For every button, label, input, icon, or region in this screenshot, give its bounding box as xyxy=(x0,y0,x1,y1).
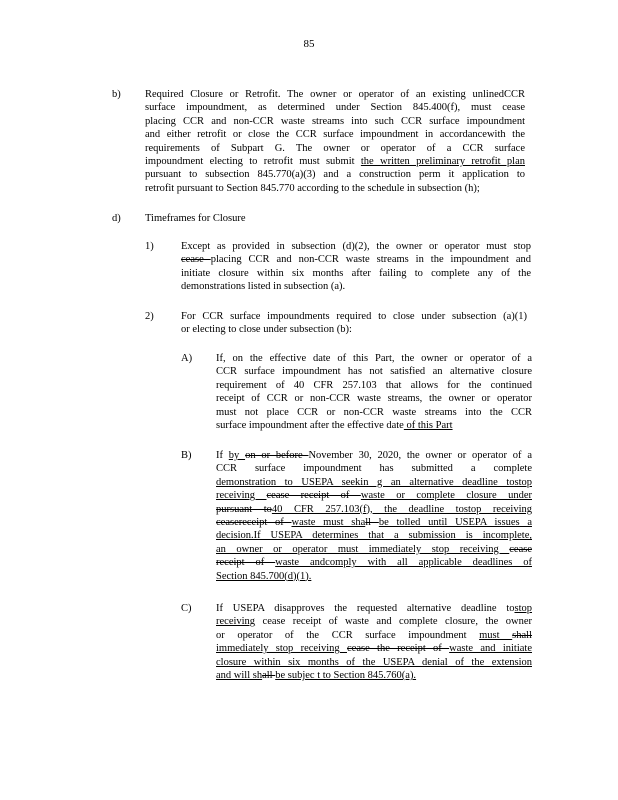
inserted-text: stop xyxy=(514,476,532,488)
text-line xyxy=(216,615,532,628)
page-number: 85 xyxy=(303,38,315,50)
text-line xyxy=(216,392,532,405)
text-run: November 30, 2020, the owner or operator of a xyxy=(308,450,532,461)
text-line xyxy=(216,629,532,642)
text-line xyxy=(216,570,532,583)
inserted-text: must xyxy=(479,629,513,641)
inserted-text: of this Part xyxy=(403,420,453,432)
item-2-label: 2) xyxy=(145,311,154,322)
subitem-c-text xyxy=(216,602,532,682)
inserted-text: receiving xyxy=(216,616,256,628)
section-b-label: b) xyxy=(112,89,121,100)
deleted-text: cease xyxy=(509,543,532,555)
deleted-text: on or before xyxy=(245,450,309,461)
text-line xyxy=(216,669,532,682)
deleted-text: cease the receipt of xyxy=(347,643,450,655)
section-d-heading: Timeframes for Closure xyxy=(145,213,246,224)
text-run: or operator of the CCR surface impoundment xyxy=(216,629,480,641)
inserted-text: waste must sha xyxy=(291,517,366,529)
inserted-text: an owner or operator must immediately stop receiving xyxy=(216,543,510,555)
text-line xyxy=(181,280,531,293)
inserted-text: 40 CFR 257.103(f), the deadline to xyxy=(271,503,464,515)
text-line xyxy=(181,310,527,323)
deleted-text: ll xyxy=(365,517,379,529)
text-run: placing CCR and non-CCR waste streams into such CCR surface impoundment xyxy=(145,115,525,127)
subitem-c-label: C) xyxy=(181,603,192,614)
text-line xyxy=(216,352,532,365)
inserted-text: receiving xyxy=(216,490,267,502)
text-run: Required Closure or Retrofit. The owner or operator of an existing unlinedCCR xyxy=(145,89,525,100)
text-line xyxy=(145,101,525,114)
inserted-text: waste or complete closure under xyxy=(360,490,532,502)
deleted-text: pursuant to xyxy=(216,503,272,515)
text-line xyxy=(216,379,532,392)
text-line xyxy=(216,419,532,432)
text-line xyxy=(145,88,525,101)
text-run: requirements of Subpart G. The owner or operator of a CCR surface xyxy=(145,142,525,154)
inserted-text: immediately stop receiving xyxy=(216,643,347,655)
text-line xyxy=(181,253,531,266)
text-line xyxy=(145,115,525,128)
text-run: cease receipt of waste and complete closure, the owner xyxy=(255,616,532,628)
text-line xyxy=(216,556,532,569)
section-d-label: d) xyxy=(112,213,121,224)
deleted-text: cease receipt of xyxy=(266,490,361,502)
item-1-label: 1) xyxy=(145,241,154,252)
text-run: placing CCR and non-CCR waste streams in the impoundment and xyxy=(210,254,531,266)
inserted-text: closure within six months of the USEPA denial of the extension xyxy=(216,656,532,668)
deleted-text: ceasereceipt of xyxy=(216,517,292,529)
text-run: For CCR surface impoundments required to close under subsection (a)(1) xyxy=(181,311,527,322)
inserted-text: Section 845.700(d)(1). xyxy=(216,570,312,582)
inserted-text: waste andcomply with all applicable deadlines of xyxy=(275,557,532,569)
text-run: Except as provided in subsection (d)(2), the owner or operator must stop xyxy=(181,241,531,252)
text-run: demonstrations listed in subsection (a). xyxy=(181,281,346,293)
text-line xyxy=(216,449,532,462)
text-run: pursuant to subsection 845.770(a)(3) and a construction perm it application to xyxy=(145,169,525,181)
text-run: initiate closure within six months after failing to complete any of the xyxy=(181,267,531,279)
text-run: and either retrofit or close the CCR surface impoundment in accordancewith the xyxy=(145,129,525,141)
text-line xyxy=(145,128,525,141)
inserted-text: be tolled until USEPA issues a xyxy=(378,517,532,529)
text-line xyxy=(216,529,532,542)
text-run: If, on the effective date of this Part, the owner or operator of a xyxy=(216,353,532,364)
subitem-b-label: B) xyxy=(181,450,192,461)
deleted-text: all xyxy=(262,670,276,682)
text-line xyxy=(145,182,525,195)
inserted-text: decision.If USEPA determines that a submission is incomplete, xyxy=(216,530,532,542)
inserted-text: stop receiving xyxy=(463,503,532,515)
text-line xyxy=(216,516,532,529)
text-run: CCR surface impoundment has not satisfied an alternative closure xyxy=(216,366,532,378)
inserted-text: and will sh xyxy=(216,670,263,682)
text-line xyxy=(181,240,531,253)
inserted-text: the written preliminary retrofit plan xyxy=(360,156,525,168)
inserted-text: by xyxy=(228,450,246,461)
text-line xyxy=(216,656,532,669)
subitem-a-label: A) xyxy=(181,353,193,364)
text-line xyxy=(216,602,532,615)
inserted-text: stop xyxy=(514,603,532,614)
text-run: or electing to close under subsection (b): xyxy=(181,324,352,336)
text-run: retrofit pursuant to Section 845.770 according to the schedule in subsection (h); xyxy=(145,182,480,194)
inserted-text: waste and initiate xyxy=(449,643,532,655)
text-line xyxy=(181,267,531,280)
text-line xyxy=(216,503,532,516)
text-run: must not place CCR or non-CCR waste streams into the CCR xyxy=(216,406,532,418)
item-2-text xyxy=(181,310,527,337)
text-run: surface impoundment, as determined under Section 845.400(f), must cease xyxy=(145,102,525,114)
text-line xyxy=(145,168,525,181)
deleted-text: cease xyxy=(181,254,211,266)
text-run: receipt of CCR or non-CCR waste streams, the owner or operator xyxy=(216,393,532,405)
inserted-text: be subjec t to Section 845.760(a). xyxy=(275,670,417,682)
section-b-text xyxy=(145,88,525,195)
text-run: CCR surface impoundment has submitted a complete xyxy=(216,463,532,475)
text-line xyxy=(181,323,527,336)
text-line xyxy=(216,543,532,556)
subitem-b-text xyxy=(216,449,532,583)
deleted-text: shall xyxy=(512,629,533,641)
text-line xyxy=(145,142,525,155)
item-1-text xyxy=(181,240,531,294)
text-run: If xyxy=(216,450,229,461)
text-run: impoundment electing to retrofit must submit xyxy=(145,156,361,168)
text-line xyxy=(216,489,532,502)
inserted-text: demonstration to USEPA seekin g an alternative deadline to xyxy=(216,476,515,488)
text-run: requirement of 40 CFR 257.103 that allows for the continued xyxy=(216,379,532,391)
text-line xyxy=(216,476,532,489)
text-line xyxy=(216,365,532,378)
text-run: surface impoundment after the effective date xyxy=(216,420,404,432)
text-run: If USEPA disapproves the requested alternative deadline to xyxy=(216,603,515,614)
subitem-a-text xyxy=(216,352,532,432)
text-line xyxy=(216,406,532,419)
deleted-text: receipt of xyxy=(216,557,276,569)
text-line xyxy=(145,155,525,168)
text-line xyxy=(216,462,532,475)
text-line xyxy=(216,642,532,655)
